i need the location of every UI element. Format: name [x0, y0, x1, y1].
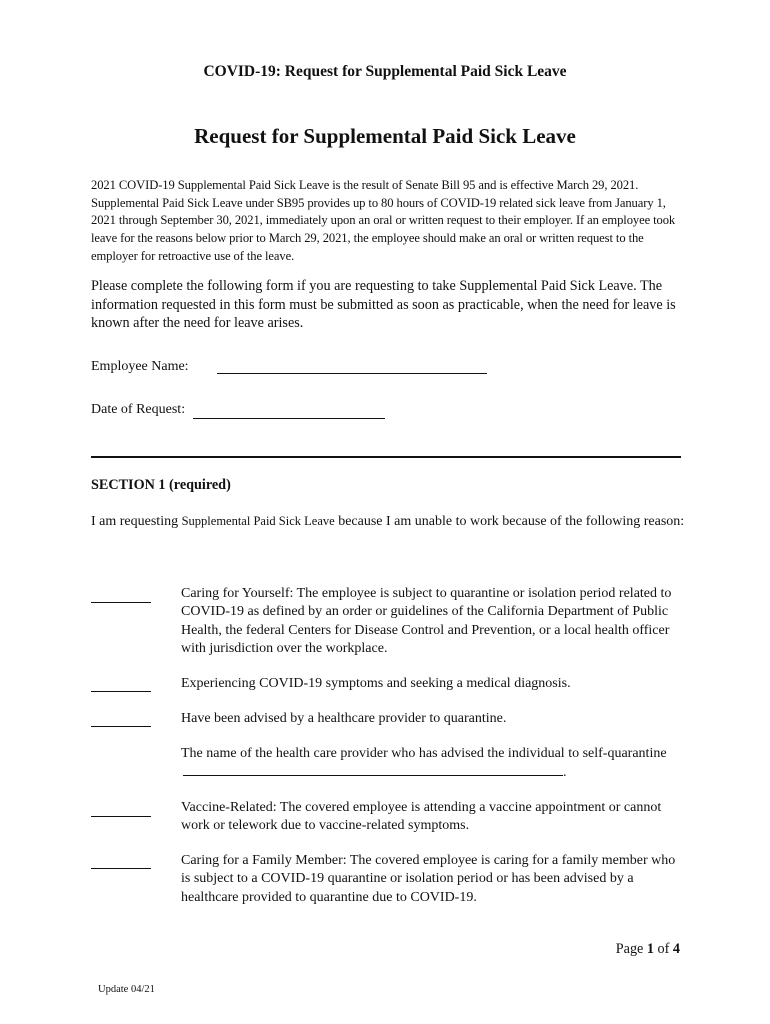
update-date: Update 04/21: [98, 984, 155, 995]
option-advised-quarantine-blank[interactable]: [91, 710, 151, 727]
section-1-heading: SECTION 1 (required): [91, 477, 231, 493]
option-caring-for-yourself: Caring for Yourself: The employee is subject to quarantine or isolation period related to COVID-19 as defined by an order or guidelines of the California Department of Public Health, the federal Centers for Disease Control and Prevention, or a local health officer with jurisdiction over the workplace.: [181, 586, 672, 656]
section-1-intro-leave-type: Supplemental Paid Sick Leave: [181, 514, 335, 528]
section-1-intro-start: I am requesting: [91, 514, 182, 529]
provider-name-field[interactable]: [183, 763, 563, 776]
option-family-member: Caring for a Family Member: The covered employee is caring for a family member who is subject to a COVID-19 quarantine or isolation period or has been advised by a healthcare provided to quarantine due to COVID-19.: [181, 853, 676, 905]
page-of: of: [653, 941, 673, 957]
provider-note: [181, 745, 681, 783]
option-symptoms-blank[interactable]: [91, 675, 151, 692]
page-number: [616, 941, 680, 958]
section-divider: [91, 456, 681, 458]
option-family-member-blank[interactable]: [91, 852, 151, 869]
employee-name-label: Employee Name:: [91, 359, 189, 374]
option-vaccine-related: Vaccine-Related: The covered employee is attending a vaccine appointment or cannot work or telework due to vaccine-related symptoms.: [181, 800, 662, 834]
date-of-request-label: Date of Request:: [91, 402, 186, 417]
provider-note-text: The name of the health care provider who has advised the individual to self-quarantine: [181, 746, 667, 761]
option-caring-for-yourself-blank[interactable]: [91, 586, 151, 603]
page-title: Request for Supplemental Paid Sick Leave: [194, 124, 576, 148]
section-1-intro: [91, 512, 691, 532]
page-prefix: Page: [615, 941, 647, 957]
page-total: 4: [672, 941, 680, 957]
date-of-request-field[interactable]: [193, 401, 385, 419]
header-title: COVID-19: Request for Supplemental Paid Sick Leave: [203, 63, 567, 80]
section-1-intro-end: because I am unable to work because of the following reason:: [334, 514, 685, 529]
option-symptoms: Experiencing COVID-19 symptoms and seeking a medical diagnosis.: [181, 676, 571, 691]
provider-note-end: .: [563, 765, 567, 781]
instructions-paragraph: Please complete the following form if you are requesting to take Supplemental Paid Sick Leave. The information requested in this form must be submitted as soon as practicable, when the need for leave is known after the need for leave arises.: [91, 278, 676, 331]
option-advised-quarantine: Have been advised by a healthcare provider to quarantine.: [181, 711, 507, 726]
employee-name-field[interactable]: [217, 357, 487, 374]
page-current: 1: [646, 941, 654, 957]
intro-paragraph: 2021 COVID-19 Supplemental Paid Sick Leave is the result of Senate Bill 95 and is effective March 29, 2021. Supplemental Paid Sick Leave under SB95 provides up to 80 hours of COVID-19 related sick leave from January 1, 2021 through September 30, 2021, immediately upon an oral or written request to their employer. If an employee took leave for the reasons below prior to March 29, 2021, the employee should make an oral or written request to the employer for retroactive use of the leave.: [91, 178, 676, 263]
option-vaccine-related-blank[interactable]: [91, 800, 151, 817]
